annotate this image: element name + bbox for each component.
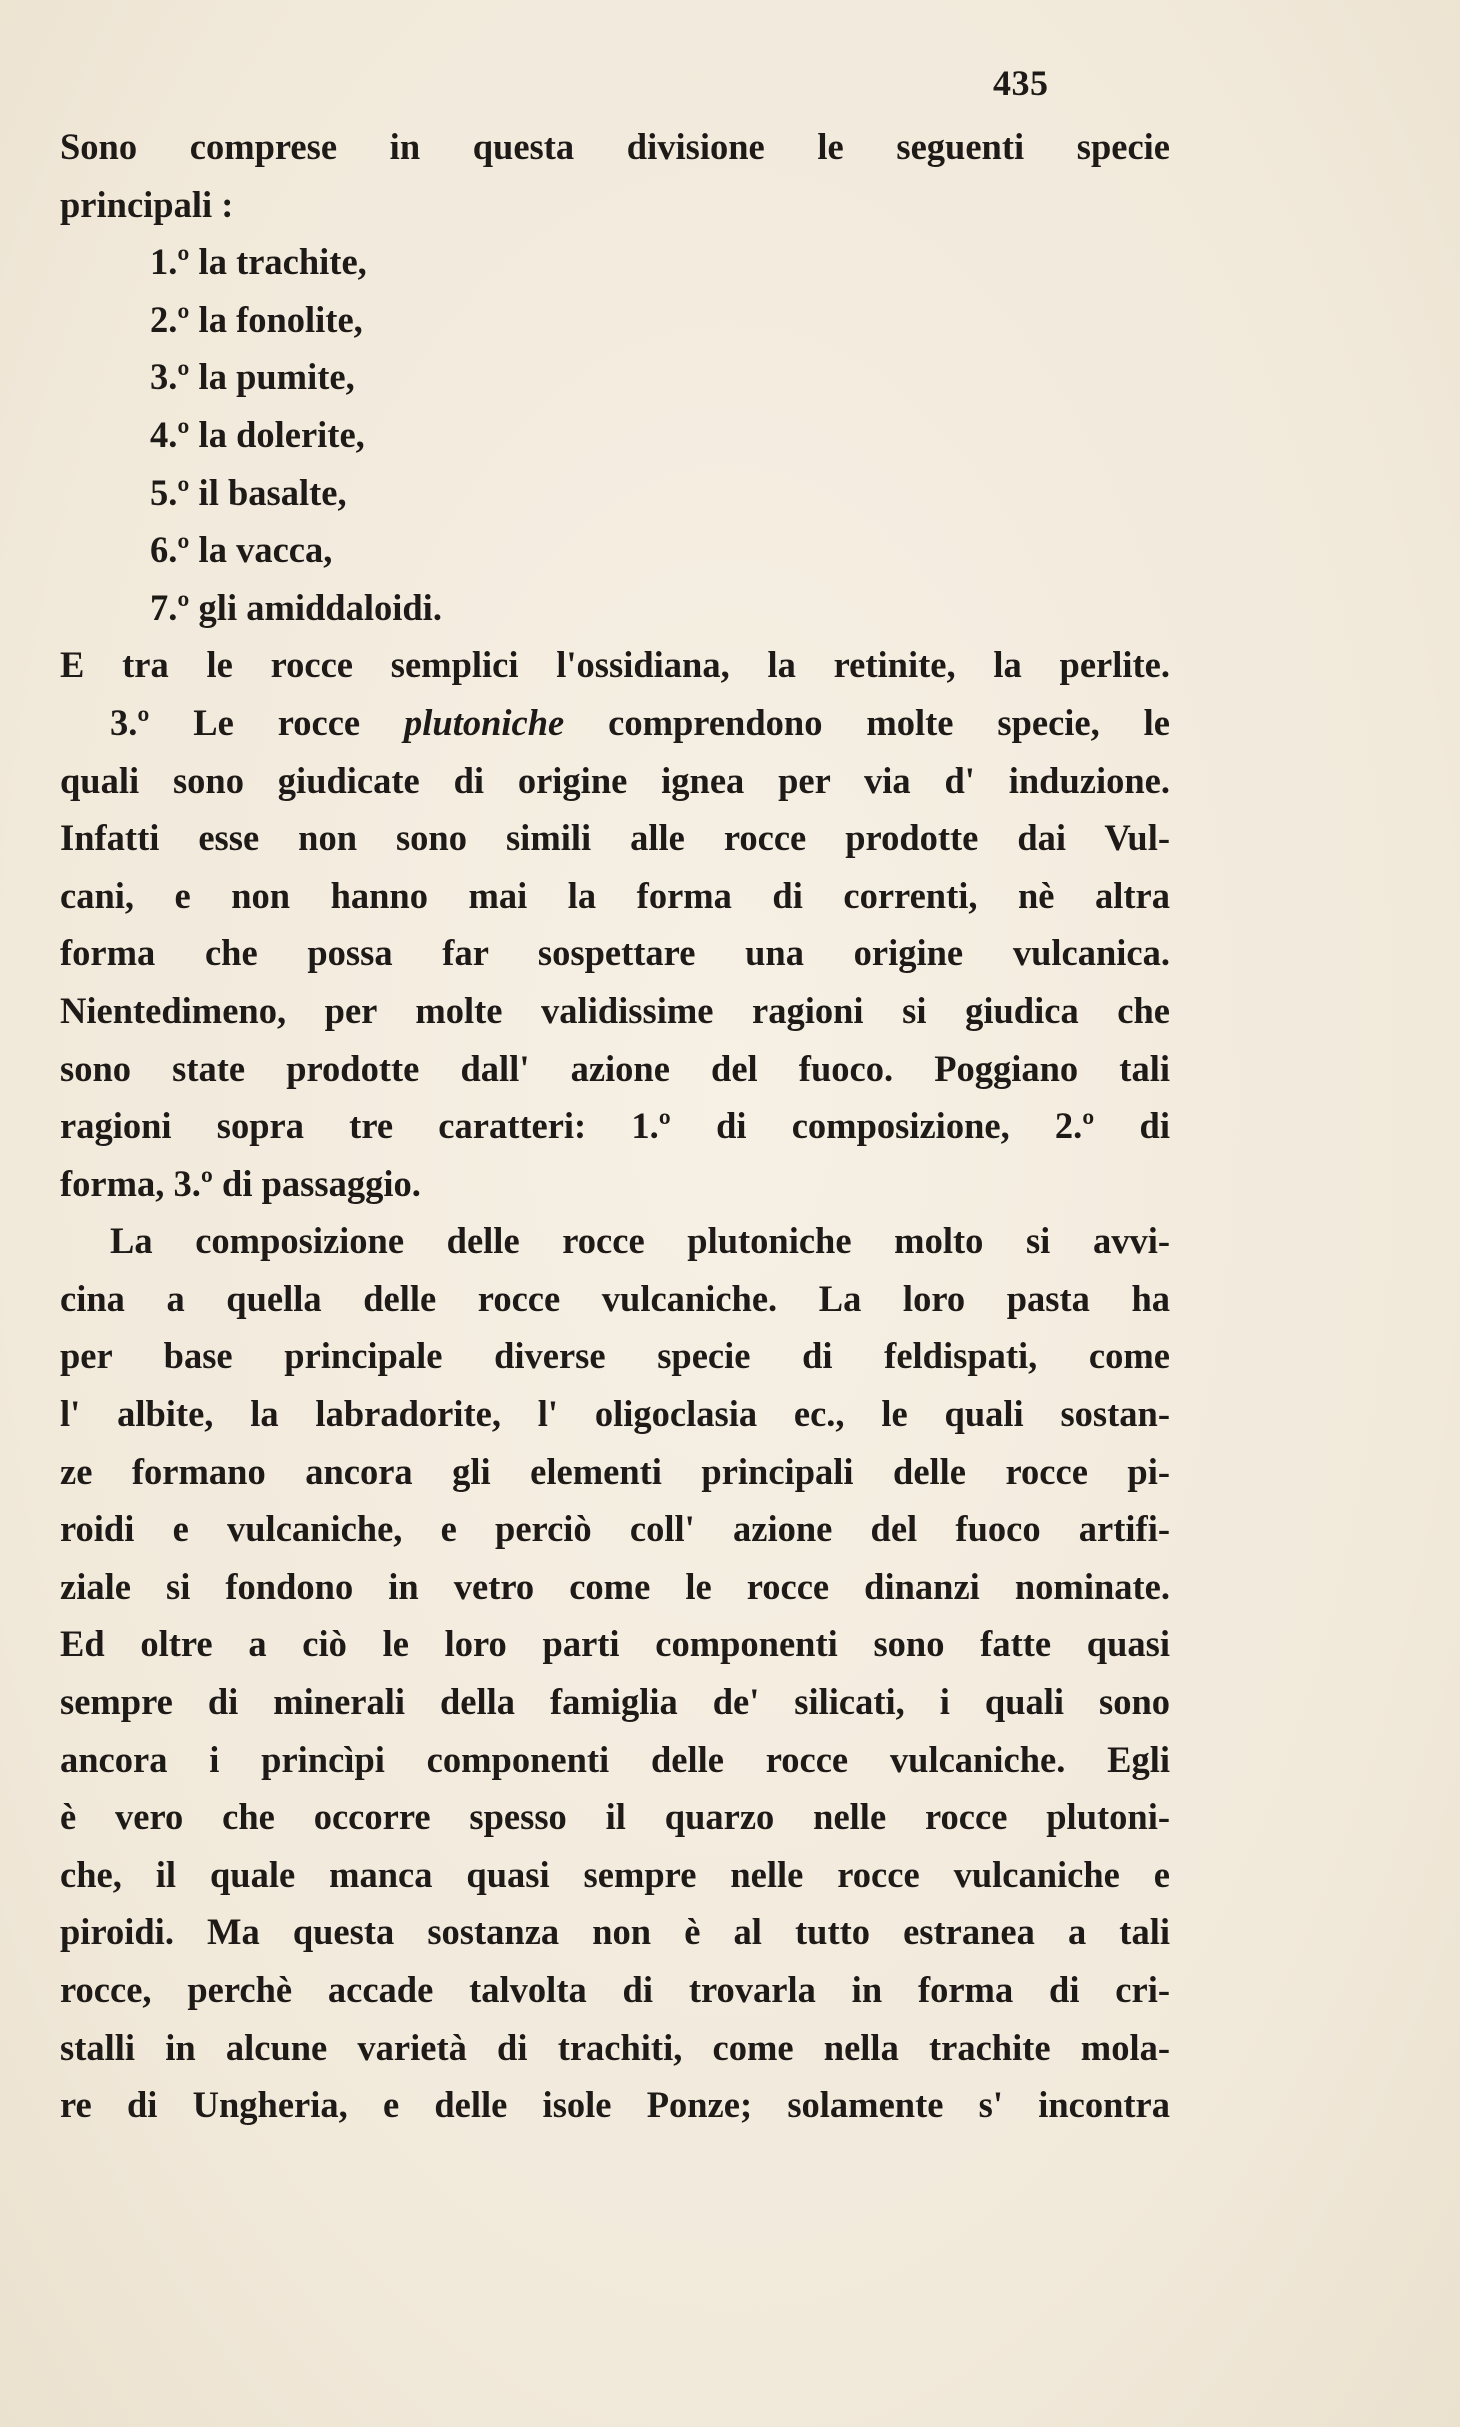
text-line: ziale si fondono in vetro come le rocce dinanzi nominate. [60,1565,1170,1607]
text-line: E tra le rocce semplici l'ossidiana, la retinite, la perlite. [60,644,1170,686]
text-line: Ed oltre a ciò le loro parti componenti sono fatte quasi [60,1623,1170,1665]
body-text [60,118,1170,2134]
text-line: ragioni sopra tre caratteri: 1.º di composizione, 2.º di [60,1105,1170,1147]
text-line: Infatti esse non sono simili alle rocce prodotte dai Vul- [60,817,1170,859]
text-line: Nientedimeno, per molte validissime ragioni si giudica che [60,989,1170,1031]
text-line: forma che possa far sospettare una origine vulcanica. [60,932,1170,974]
list-item: 6.º la vacca, [150,529,333,571]
text-line: l' albite, la labradorite, l' oligoclasia ec., le quali sostan- [60,1393,1170,1435]
list-item: 2.º la fonolite, [150,298,363,340]
text-line: stalli in alcune varietà di trachiti, come nella trachite mola- [60,2026,1170,2068]
text-line: La composizione delle rocce plutoniche molto si avvi- [110,1220,1170,1262]
text-line: cina a quella delle rocce vulcaniche. La loro pasta ha [60,1277,1170,1319]
text-segment: comprendono molte specie, le [608,701,1170,743]
text-line: piroidi. Ma questa sostanza non è al tutto estranea a tali [60,1911,1170,1953]
text-line: sempre di minerali della famiglia de' silicati, i quali sono [60,1681,1170,1723]
list-item: 3.º la pumite, [150,356,355,398]
list-item: 7.º gli amiddaloidi. [150,586,442,628]
text-line: re di Ungheria, e delle isole Ponze; solamente s' incontra [60,2084,1170,2126]
text-line: quali sono giudicate di origine ignea per via d' induzione. [60,759,1170,801]
text-line [60,694,1170,752]
list-item: 5.º il basalte, [150,471,347,513]
text-segment: 3.º Le rocce [110,701,361,743]
text-line: roidi e vulcaniche, e perciò coll' azione del fuoco artifi- [60,1508,1170,1550]
text-line: cani, e non hanno mai la forma di correnti, nè altra [60,874,1170,916]
text-line: sono state prodotte dall' azione del fuoco. Poggiano tali [60,1047,1170,1089]
page-number: 435 [993,63,1049,103]
text-line: che, il quale manca quasi sempre nelle rocce vulcaniche e [60,1853,1170,1895]
text-line: è vero che occorre spesso il quarzo nelle rocce plutoni- [60,1796,1170,1838]
text-line: per base principale diverse specie di feldispati, come [60,1335,1170,1377]
text-line: Sono comprese in questa divisione le seguenti specie [60,126,1170,167]
text-line: principali : [60,183,234,225]
text-line: forma, 3.º di passaggio. [60,1162,421,1204]
text-line: rocce, perchè accade talvolta di trovarla in forma di cri- [60,1969,1170,2010]
text-line: ancora i princìpi componenti delle rocce vulcaniche. Egli [60,1738,1170,1780]
italic-term: plutoniche [404,701,565,743]
text-line: ze formano ancora gli elementi principali delle rocce pi- [60,1450,1170,1492]
list-item: 4.º la dolerite, [150,413,365,455]
list-item: 1.º la trachite, [150,241,367,283]
